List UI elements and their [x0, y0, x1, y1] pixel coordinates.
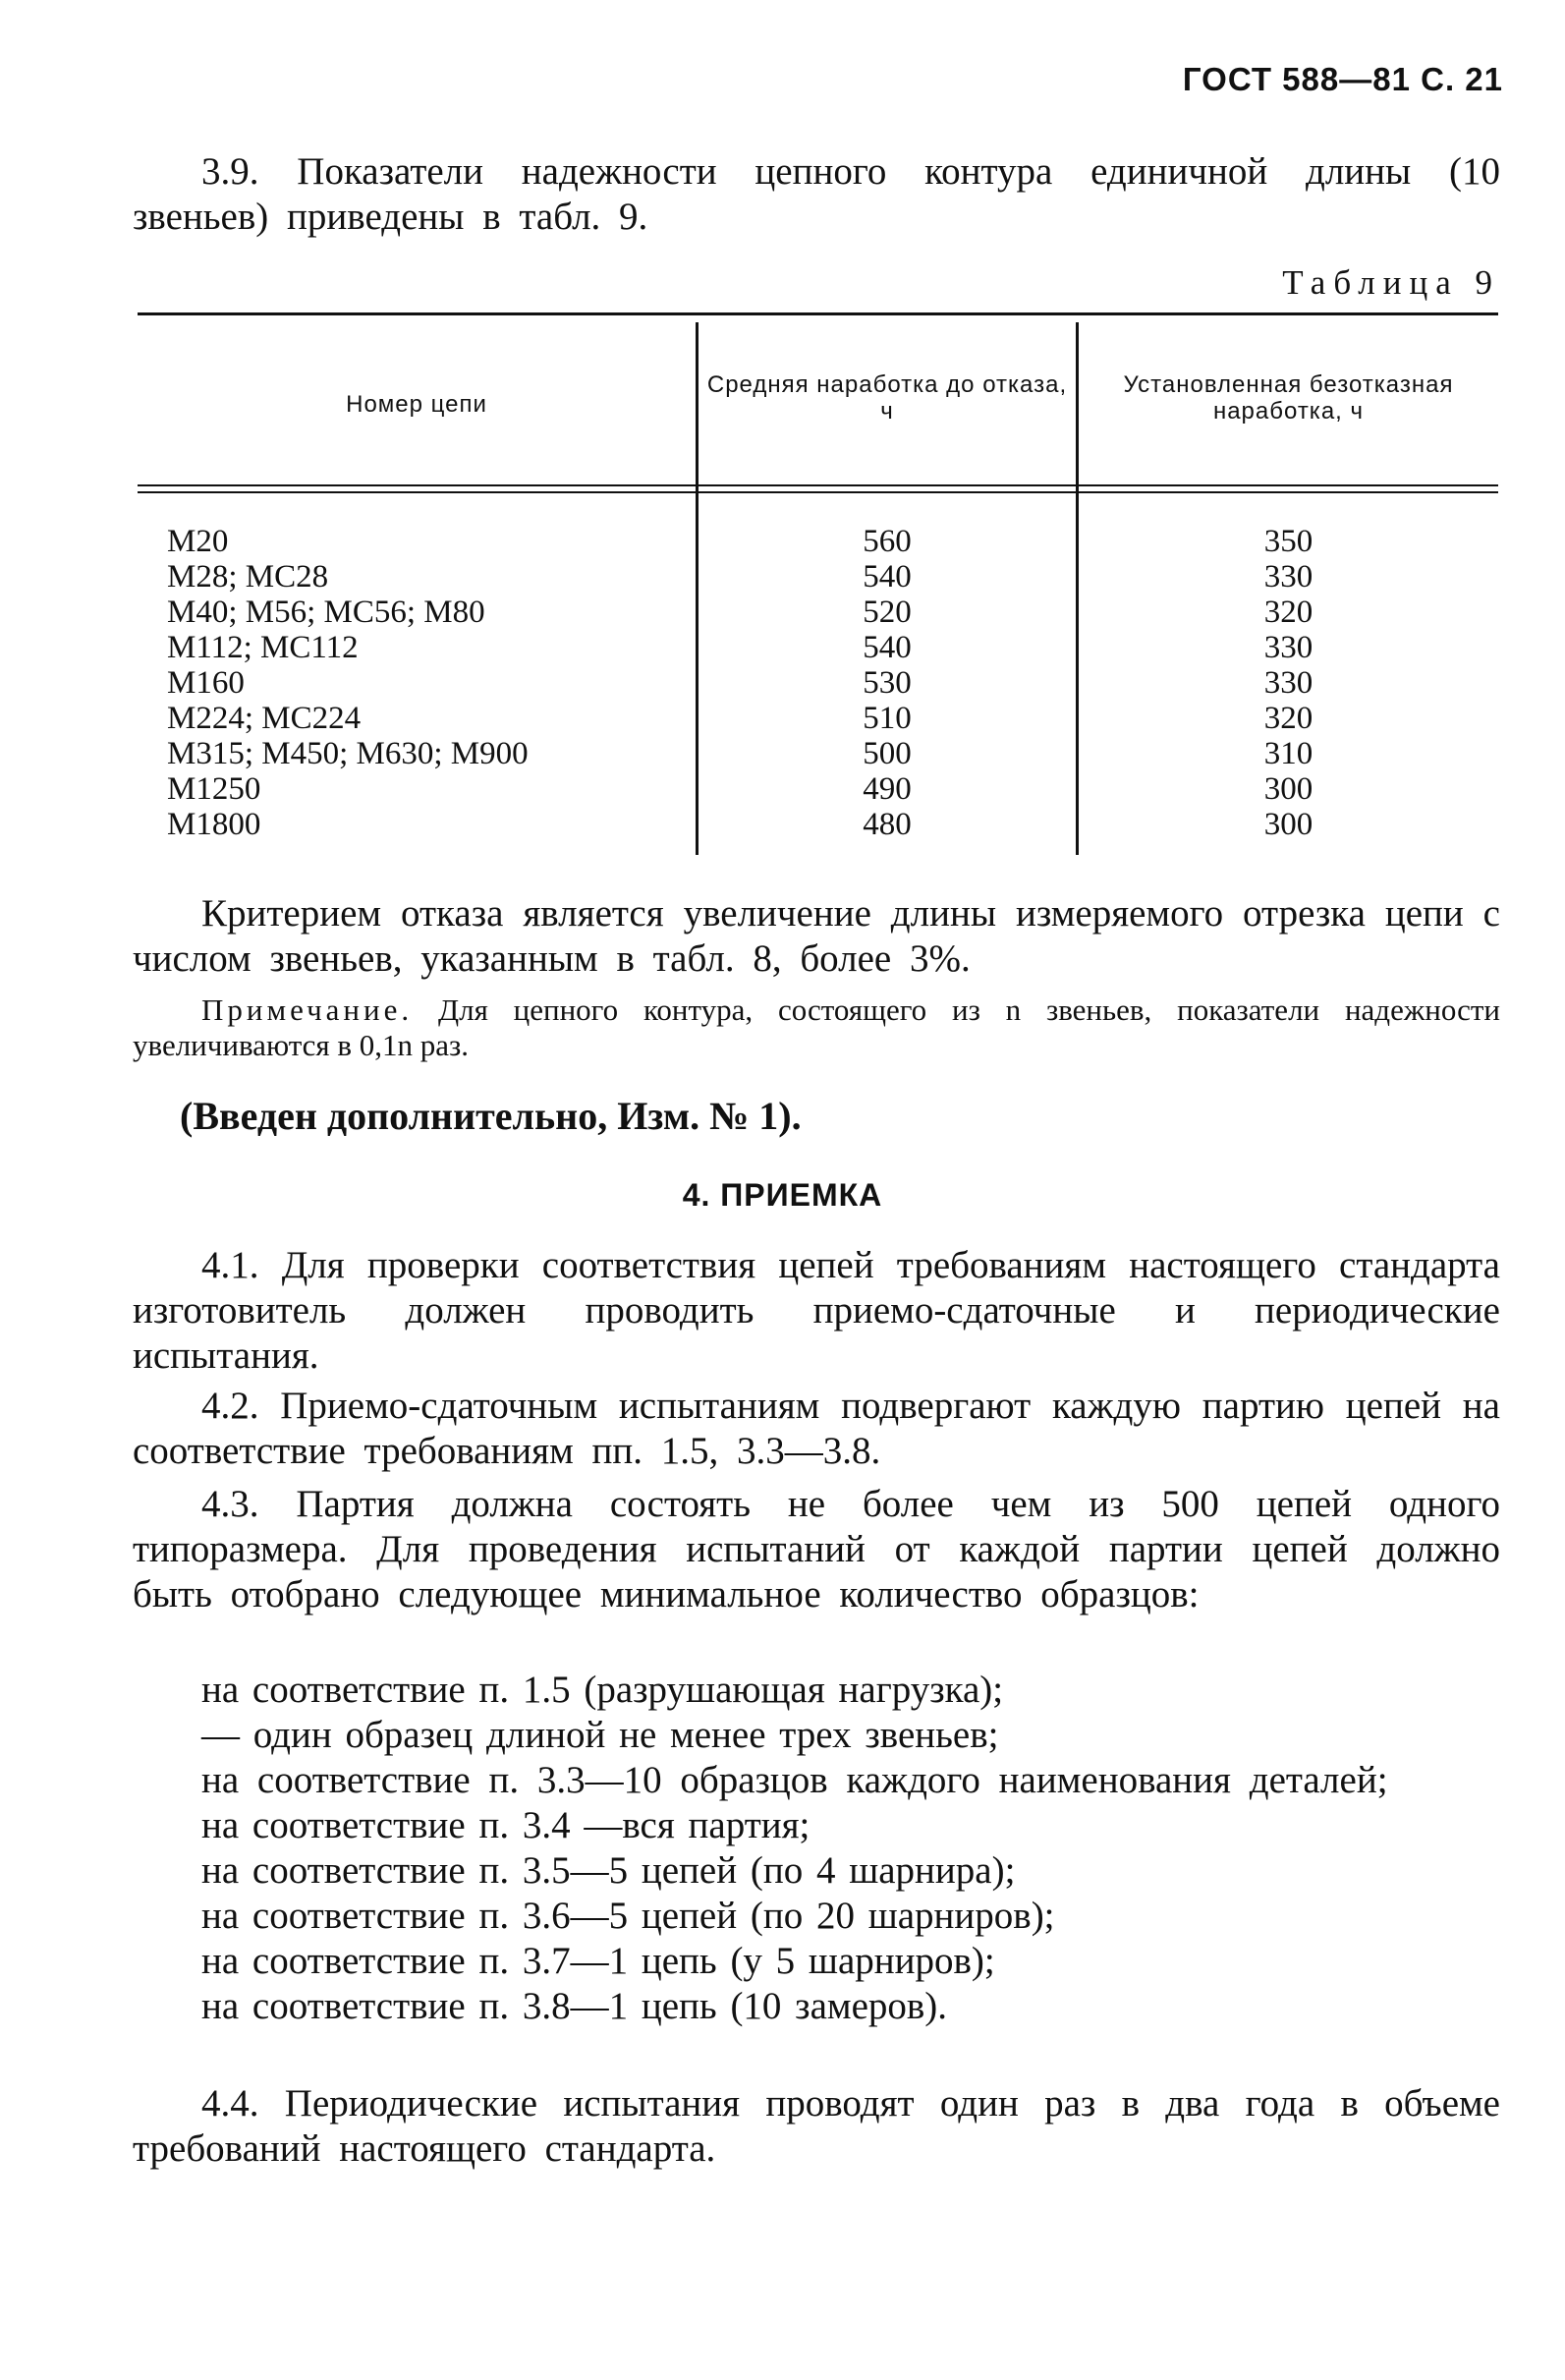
table-cell: 480 [863, 807, 912, 842]
list-item: на соответствие п. 3.7—1 цепь (у 5 шарниров); [201, 1940, 995, 1982]
paragraph-text: 4.2. Приемо-сдаточным испытаниям подвергают каждую партию цепей на соответствие требованиям пп. 1.5, 3.3—3.8. [133, 1385, 1500, 1472]
table-top-rule [138, 312, 1498, 315]
table-cell: М40; М56; МС56; М80 [167, 595, 485, 630]
table-cell: 510 [863, 701, 912, 736]
table-cell: М112; МС112 [167, 630, 359, 665]
list-item: на соответствие п. 3.3—10 образцов каждого наименования деталей; [201, 1759, 1388, 1801]
paragraph-text: 4.4. Периодические испытания проводят один раз в два года в объеме требований настоящего стандарта. [133, 2082, 1500, 2170]
column-mean-time [699, 524, 1076, 842]
paragraph-text: 4.3. Партия должна состоять не более чем из 500 цепей одного типоразмера. Для проведения испытаний от каждой партии цепей должно быть отобрано следующее минимальное количество образцов: [133, 1483, 1500, 1615]
paragraph-3-9 [133, 149, 1500, 240]
table-cell: 540 [863, 559, 912, 595]
note-text: Для цепного контура, состоящего из n звеньев, показатели надежности увеличиваются в 0,1n раз. [133, 992, 1501, 1062]
table-cell: 330 [1263, 665, 1313, 701]
table-cell: М1250 [167, 771, 261, 807]
table-cell: 320 [1263, 595, 1313, 630]
list-item: на соответствие п. 3.6—5 цепей (по 20 шарниров); [201, 1895, 1055, 1937]
paragraph-text: Критерием отказа является увеличение длины измеряемого отрезка цепи с числом звеньев, указанным в табл. 8, более 3%. [133, 892, 1500, 980]
column-chain-numbers [167, 524, 688, 842]
amendment-mark: (Введен дополнительно, Изм. № 1). [180, 1094, 802, 1138]
table-cell: 330 [1263, 559, 1313, 595]
paragraph-4-3 [133, 1482, 1500, 1617]
list-item: на соответствие п. 1.5 (разрушающая нагрузка); [201, 1669, 1004, 1711]
paragraph-4-4 [133, 2081, 1500, 2172]
table-cell: 310 [1263, 736, 1313, 771]
table-caption: Таблица 9 [1282, 263, 1500, 302]
note-label: Примечание. [201, 992, 414, 1027]
running-head: ГОСТ 588—81 С. 21 [1182, 61, 1503, 97]
column-header-failure-free-time: Установленная безотказная наработка, ч [1123, 371, 1454, 425]
table-cell: 530 [863, 665, 912, 701]
table-cell: М1800 [167, 807, 261, 842]
paragraph-text: 3.9. Показатели надежности цепного контура единичной длины (10 звеньев) приведены в табл. 9. [133, 150, 1500, 238]
failure-criterion [133, 891, 1500, 982]
table-cell: 300 [1263, 771, 1313, 807]
table-cell: М315; М450; М630; М900 [167, 736, 529, 771]
table-cell: 500 [863, 736, 912, 771]
table-header-rule [138, 484, 1498, 486]
table-cell: М160 [167, 665, 245, 701]
column-header-mean-time: Средняя наработка до отказа, ч [706, 371, 1068, 425]
table-cell: М20 [167, 524, 229, 559]
table-cell: М28; МС28 [167, 559, 329, 595]
section-title: 4. ПРИЕМКА [682, 1177, 883, 1213]
list-item: на соответствие п. 3.8—1 цепь (10 замеров). [201, 1985, 948, 2027]
list-item: на соответствие п. 3.4 —вся партия; [201, 1804, 810, 1846]
table-cell: 350 [1263, 524, 1313, 559]
sample-list [133, 1668, 1500, 2029]
table-cell: 320 [1263, 701, 1313, 736]
list-item: — один образец длиной не менее трех звеньев; [201, 1714, 999, 1756]
table-cell: М224; МС224 [167, 701, 362, 736]
table-cell: 560 [863, 524, 912, 559]
table-cell: 300 [1263, 807, 1313, 842]
paragraph-text: 4.1. Для проверки соответствия цепей требованиям настоящего стандарта изготовитель должен проводить приемо-сдаточные и периодические испытания. [133, 1244, 1500, 1377]
note [133, 992, 1500, 1063]
column-header-chain-number: Номер цепи [346, 391, 487, 418]
reliability-table [138, 312, 1498, 855]
table-header-rule-double [138, 491, 1498, 493]
paragraph-4-1 [133, 1243, 1500, 1379]
list-item: на соответствие п. 3.5—5 цепей (по 4 шарнира); [201, 1849, 1016, 1892]
table-cell: 330 [1263, 630, 1313, 665]
table-cell: 540 [863, 630, 912, 665]
paragraph-4-2 [133, 1384, 1500, 1474]
table-cell: 520 [863, 595, 912, 630]
column-failure-free-time [1079, 524, 1498, 842]
table-cell: 490 [863, 771, 912, 807]
